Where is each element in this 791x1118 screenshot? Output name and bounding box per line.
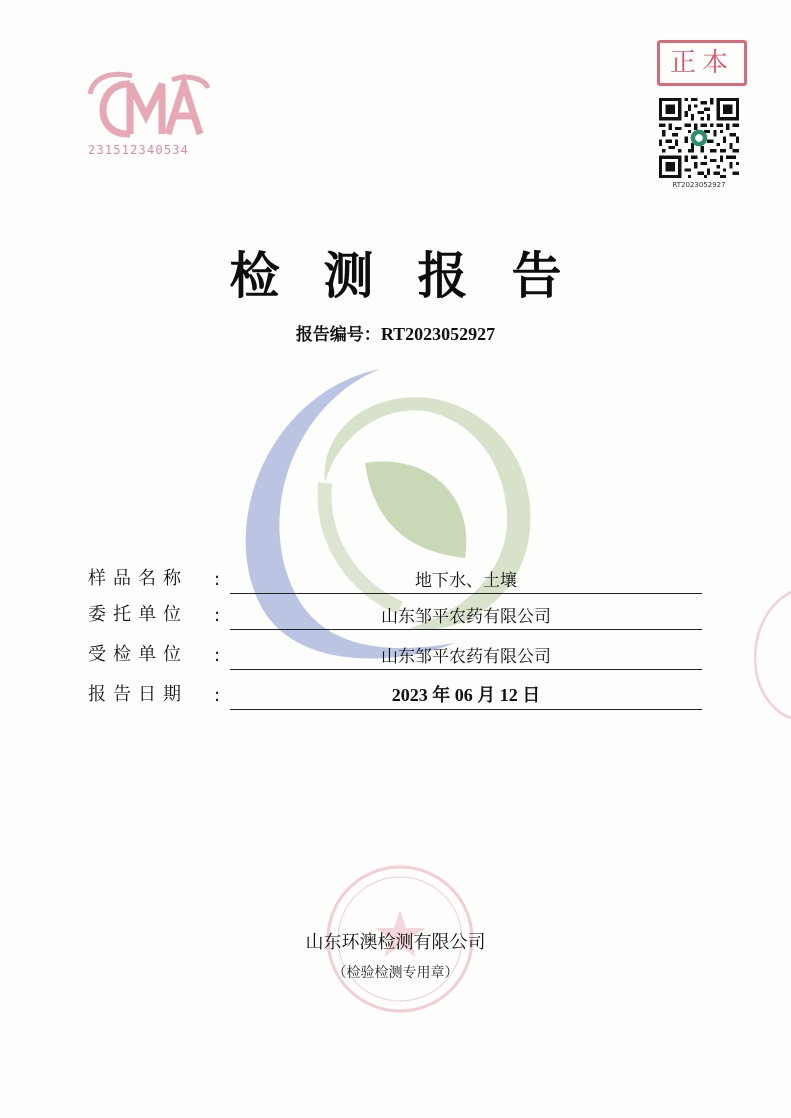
field-sample-name — [88, 562, 708, 594]
field-label: 样品名称 — [88, 568, 188, 589]
report-title: 检测报告 — [229, 246, 606, 305]
report-number — [0, 320, 791, 345]
field-colon: : — [214, 569, 221, 590]
qr-code-icon — [659, 98, 739, 178]
edge-seal-icon — [748, 590, 791, 720]
field-underline — [230, 709, 702, 710]
original-copy-stamp: 正本 — [657, 40, 747, 86]
qr-code-text: RT2023052927 — [672, 181, 726, 189]
field-colon: : — [214, 685, 221, 706]
field-colon: : — [214, 645, 221, 666]
field-value: 地下水、土壤 — [415, 571, 517, 591]
field-label: 报告日期 — [88, 684, 188, 705]
cma-number: 231512340534 — [88, 143, 190, 157]
field-client — [88, 598, 708, 630]
seal-note: （检验检测专用章） — [332, 965, 459, 981]
field-label: 受检单位 — [88, 644, 188, 665]
field-inspected-unit — [88, 638, 708, 670]
company-name: 山东环澳检测有限公司 — [305, 932, 486, 953]
report-number-label: 报告编号： — [295, 325, 381, 345]
field-value: 山东邹平农药有限公司 — [381, 607, 551, 627]
field-colon: : — [214, 605, 221, 626]
report-number-value: RT2023052927 — [380, 324, 496, 344]
field-value: 山东邹平农药有限公司 — [381, 647, 551, 667]
field-underline — [230, 629, 702, 630]
field-label: 委托单位 — [88, 604, 188, 625]
field-report-date — [88, 678, 708, 710]
field-value: 2023 年 06 月 12 日 — [391, 685, 541, 705]
field-underline — [230, 593, 702, 594]
field-underline — [230, 669, 702, 670]
